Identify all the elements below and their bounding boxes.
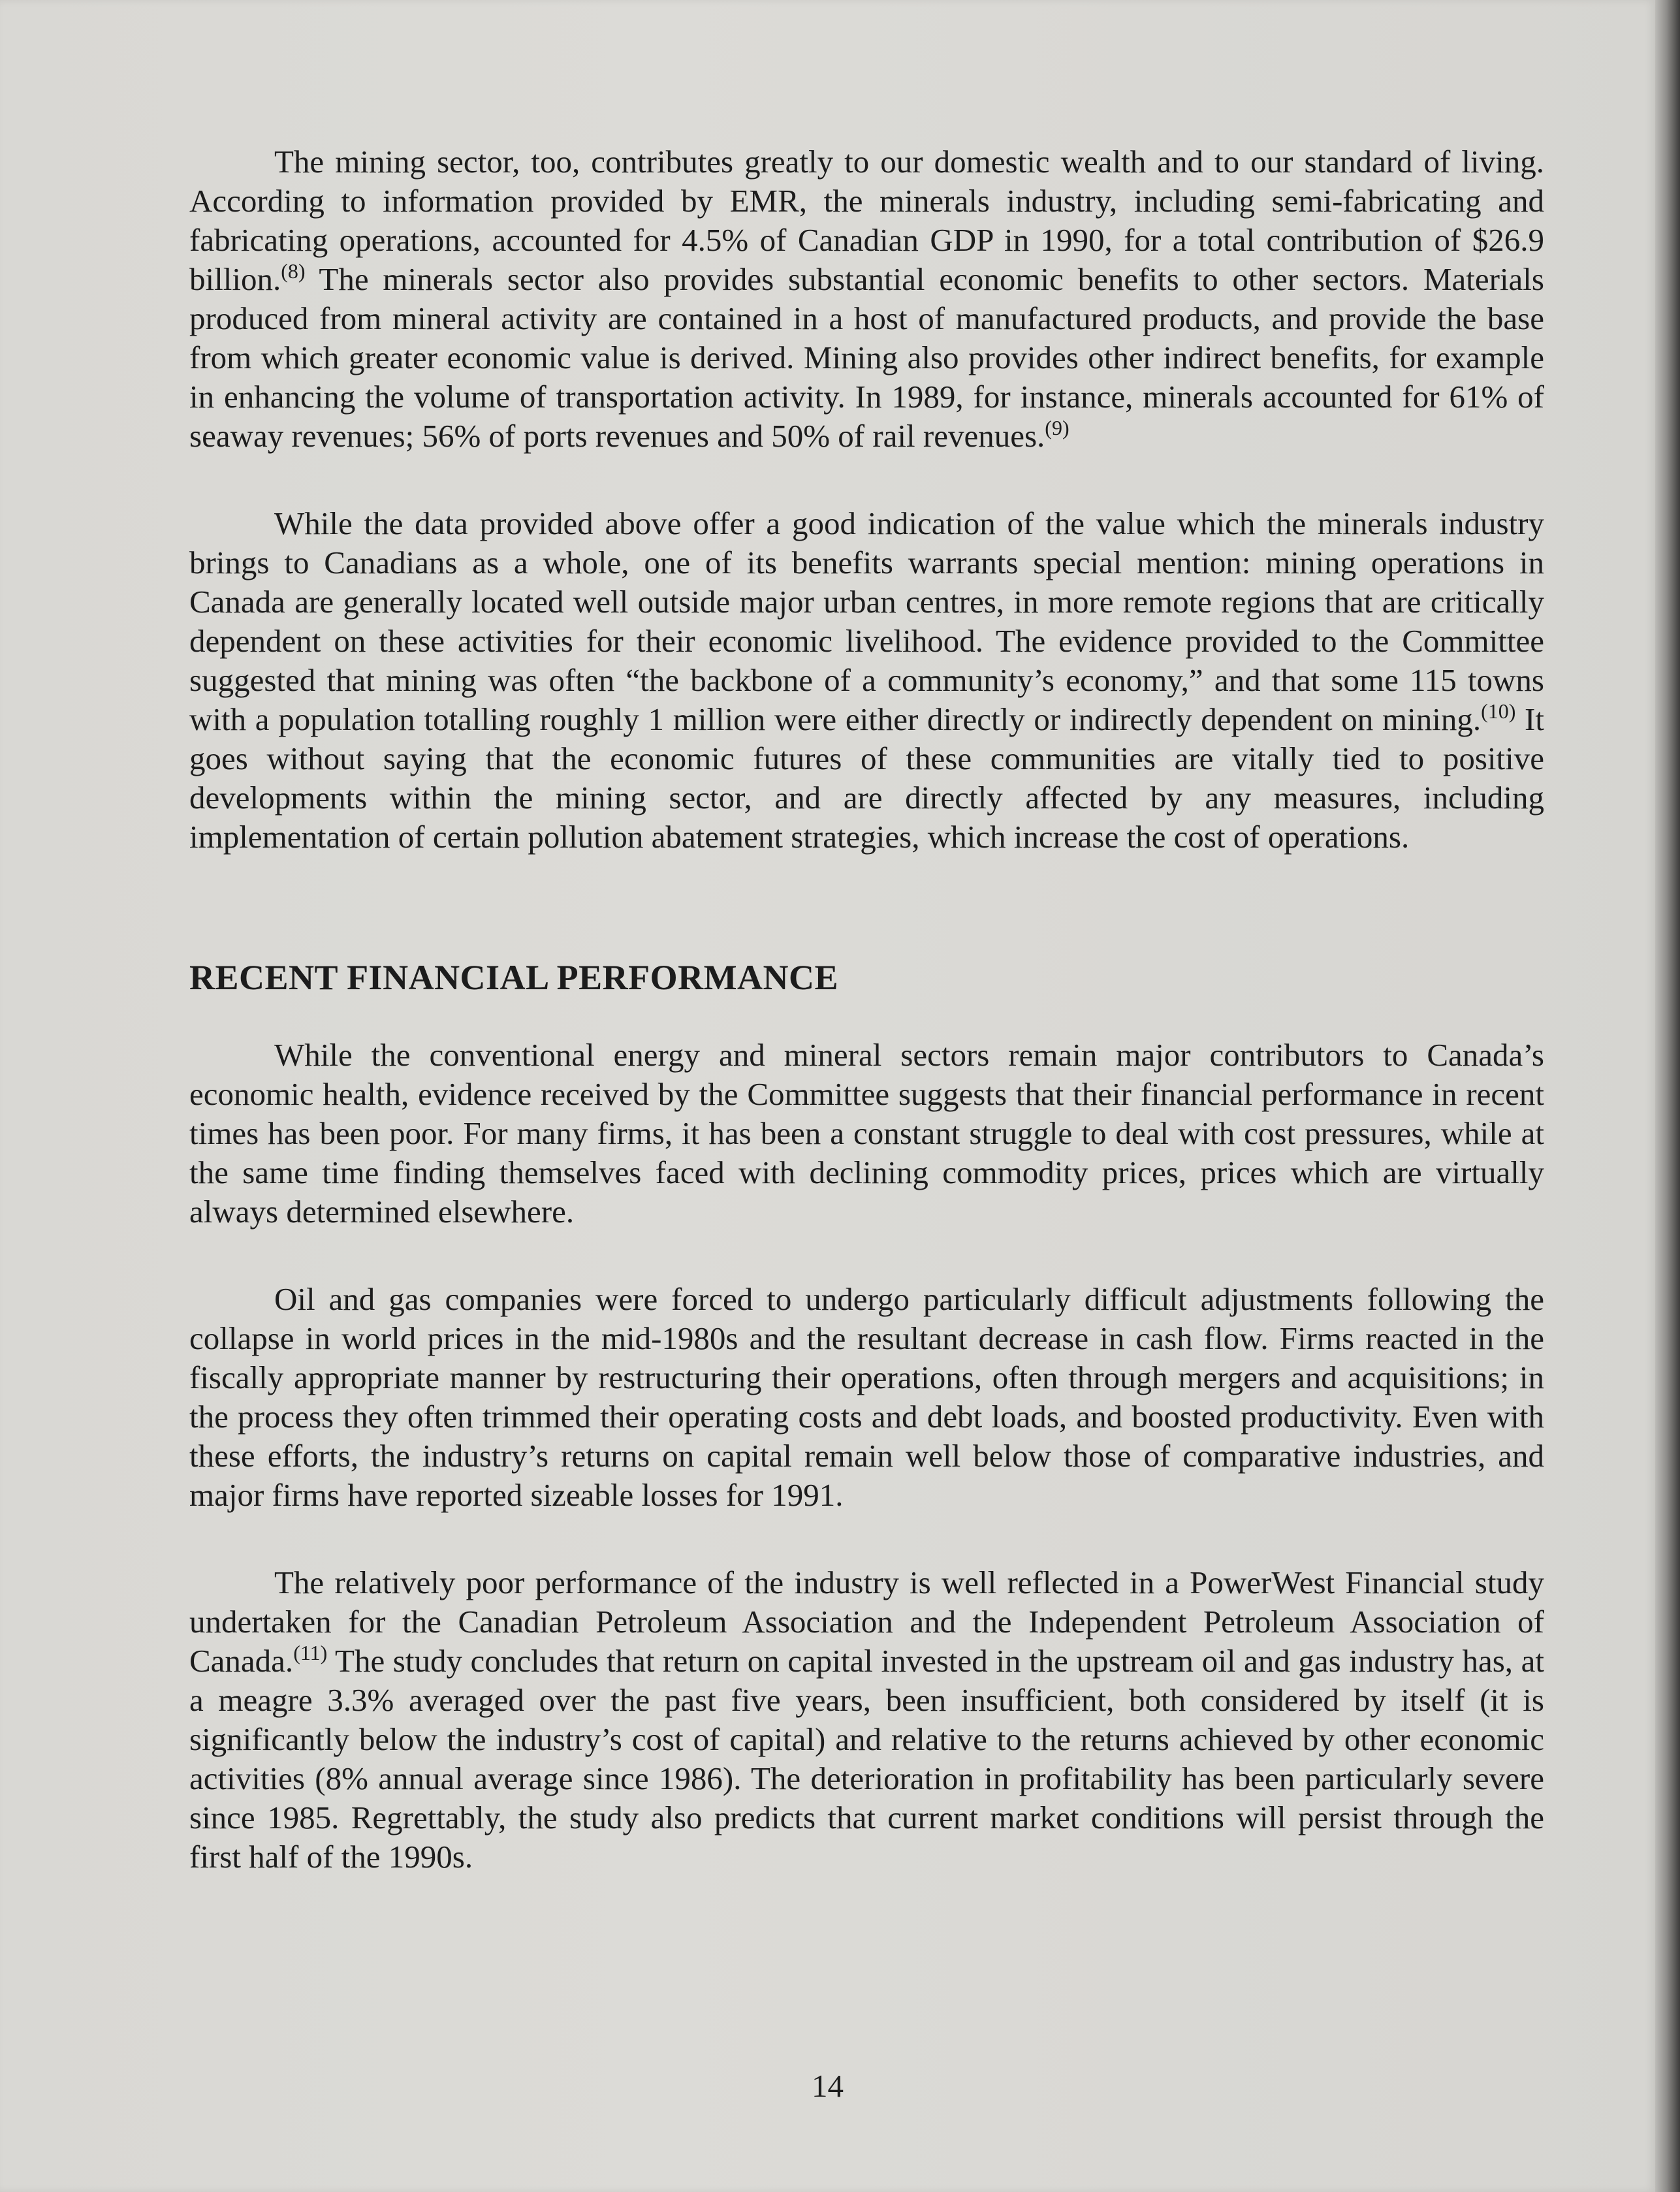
- footnote-ref-9: (9): [1045, 416, 1070, 439]
- paragraph-mining-communities: [189, 504, 1544, 857]
- paragraph-powerwest-study: [189, 1563, 1544, 1877]
- paragraph-text: The relatively poor performance of the industry is well reflected in a PowerWest Financial study undertaken for the Canadian Petroleum Association and the Independent Petroleum Association of Canada.: [189, 1565, 1544, 1679]
- paragraph-text: While the data provided above offer a good indication of the value which the minerals industry brings to Canadians as a whole, one of its benefits warrants special mention: mining operations in Canada are generally located well outside major urban centres, in more remote regions that are critically dependent on these activities for their economic livelihood. The evidence provided to the Committee suggested that mining was often “the backbone of a community’s economy,” and that some 115 towns with a population totalling roughly 1 million were either directly or indirectly dependent on mining.: [189, 505, 1544, 737]
- footnote-ref-11: (11): [293, 1641, 328, 1664]
- paragraph-text: The mining sector, too, contributes greatly to our domestic wealth and to our standard of living. According to information provided by EMR, the minerals industry, including semi-fabricating and fabricating operations, accounted for 4.5% of Canadian GDP in 1990, for a total contribution of $26.9 billion.: [189, 144, 1544, 297]
- paragraph-oil-gas-adjustments: Oil and gas companies were forced to undergo particularly difficult adjustments following the collapse in world prices in the mid-1980s and the resultant decrease in cash flow. Firms reacted in the fiscally appropriate manner by restructuring their operations, often through mergers and acquisitions; in the process they often trimmed their operating costs and debt loads, and boosted productivity. Even with these efforts, the industry’s returns on capital remain well below those of comparative industries, and major firms have reported sizeable losses for 1991.: [189, 1281, 1544, 1513]
- page-edge-shadow: [1655, 0, 1680, 2192]
- paragraph-text: The minerals sector also provides substantial economic benefits to other sectors. Materials produced from mineral activity are contained in a host of manufactured products, and provide the base from which greater economic value is derived. Mining also provides other indirect benefits, for example in enhancing the volume of transportation activity. In 1989, for instance, minerals accounted for 61% of seaway revenues; 56% of ports revenues and 50% of rail revenues.: [189, 261, 1544, 454]
- page-body: [189, 142, 1544, 1925]
- footnote-ref-10: (10): [1481, 699, 1516, 723]
- paragraph-text: The study concludes that return on capital invested in the upstream oil and gas industry has, at a meagre 3.3% averaged over the past five years, been insufficient, both considered by itself (it is significantly below the industry’s cost of capital) and relative to the returns achieved by other economic activities (8% annual average since 1986). The deterioration in profitability has been particularly severe since 1985. Regrettably, the study also predicts that current market conditions will persist through the first half of the 1990s.: [189, 1643, 1544, 1875]
- section-heading: RECENT FINANCIAL PERFORMANCE: [189, 958, 839, 997]
- footnote-ref-8: (8): [281, 259, 306, 283]
- paragraph-financial-health: While the conventional energy and mineral sectors remain major contributors to Canada’s economic health, evidence received by the Committee suggests that their financial performance in recent times has been poor. For many firms, it has been a constant struggle to deal with cost pressures, while at the same time finding themselves faced with declining commodity prices, prices which are virtually always determined elsewhere.: [189, 1037, 1544, 1230]
- paragraph-mining-sector: [189, 142, 1544, 456]
- page-number: 14: [812, 2068, 844, 2104]
- paragraph-text: It goes without saying that the economic futures of these communities are vitally tied to positive developments within the mining sector, and are directly affected by any measures, including implementation of certain pollution abatement strategies, which increase the cost of operations.: [189, 701, 1544, 855]
